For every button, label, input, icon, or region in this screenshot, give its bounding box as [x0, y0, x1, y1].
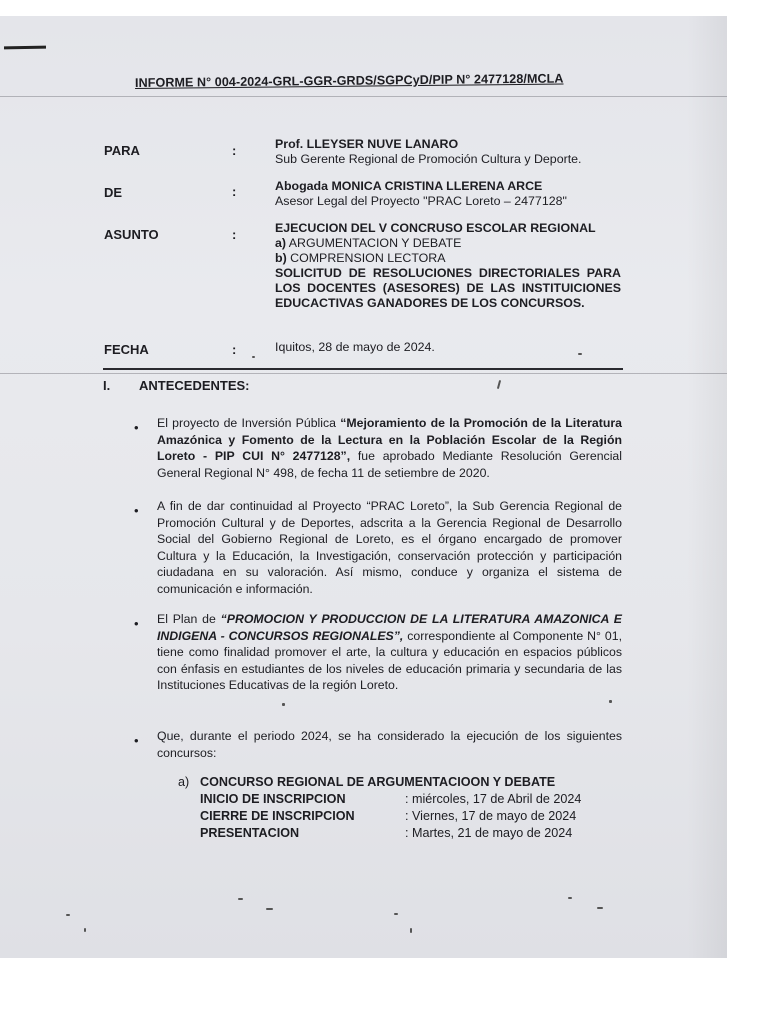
bullet-icon: • — [134, 733, 139, 748]
scan-speck — [238, 898, 243, 900]
asunto-item-b-text: COMPRENSION LECTORA — [286, 251, 446, 265]
fecha-colon: : — [232, 342, 237, 357]
paragraph-1-text: El proyecto de Inversión Pública — [157, 416, 341, 430]
schedule-value: : Viernes, 17 de mayo de 2024 — [405, 809, 577, 823]
recipient-name: Prof. LLEYSER NUVE LANARO — [275, 137, 459, 151]
asunto-label: ASUNTO — [104, 227, 159, 242]
asunto-line1: EJECUCION DEL V CONCRUSO ESCOLAR REGIONAL — [275, 221, 596, 235]
plan-name: “PROMOCION Y PRODUCCION DE LA LITERATURA AMAZONICA E INDIGENA - CONCURSOS REGIONALES”, — [157, 612, 622, 643]
para-label: PARA — [104, 143, 140, 158]
bullet-icon: • — [134, 503, 139, 518]
header-divider — [103, 368, 623, 370]
de-label: DE — [104, 185, 123, 200]
scan-speck — [266, 908, 273, 910]
recipient-position: Sub Gerente Regional de Promoción Cultura y Deporte. — [275, 152, 582, 166]
schedule-label: CIERRE DE INSCRIPCION — [200, 809, 355, 823]
fecha-label: FECHA — [104, 342, 149, 357]
scan-speck — [410, 928, 412, 933]
bullet-icon: • — [134, 420, 139, 435]
schedule-value: : Martes, 21 de mayo de 2024 — [405, 826, 573, 840]
asunto-item-a-text: ARGUMENTACION Y DEBATE — [286, 236, 462, 250]
sender-name: Abogada MONICA CRISTINA LLERENA ARCE — [275, 179, 543, 193]
page-fold-line — [0, 373, 727, 374]
paragraph-3-text-end: correspondiente al Componente N° 01, tiene como finalidad promover el arte, la cultura y educación en espacios públicos con énfasis en estudiantes de los niveles de educación primaria y secundaria de las Instituciones Educativas de la región Loreto. — [157, 628, 622, 692]
asunto-solicitud: SOLICITUD DE RESOLUCIONES DIRECTORIALES PARA LOS DOCENTES (ASESORES) DE LAS INSTITUICIONES EDUCACTIVAS GANADORES DE LOS CONCURSOS. — [275, 266, 621, 310]
report-title: INFORME N° 004-2024-GRL-GGR-GRDS/SGPCyD/PIP N° 2477128/MCLA — [134, 71, 564, 90]
asunto-value — [275, 221, 621, 311]
asunto-colon: : — [232, 227, 237, 242]
scan-speck — [568, 897, 572, 899]
paragraph-1-text-end: fue aprobado Mediante Resolución Gerencial General Regional N° 498, de fecha 11 de setiembre de 2020. — [157, 449, 622, 480]
asunto-item-a — [275, 236, 621, 251]
paragraph-3 — [157, 611, 622, 694]
scan-speck — [394, 913, 398, 915]
contest-marker: a) — [178, 775, 190, 789]
bullet-icon: • — [134, 616, 139, 631]
schedule-label: INICIO DE INSCRIPCION — [200, 792, 346, 806]
asunto-item-b — [275, 251, 621, 266]
asunto-item-b-marker: b) — [275, 251, 287, 265]
paragraph-1 — [157, 415, 622, 481]
scan-speck — [252, 356, 255, 358]
fecha-value: Iquitos, 28 de mayo de 2024. — [275, 340, 435, 354]
pen-mark — [4, 46, 46, 50]
sender-position: Asesor Legal del Proyecto "PRAC Loreto – 2477128" — [275, 194, 567, 208]
asunto-item-a-marker: a) — [275, 236, 287, 250]
para-value — [275, 137, 582, 167]
contest-item-a — [178, 775, 556, 789]
paragraph-3-text: El Plan de — [157, 612, 221, 626]
scan-speck — [84, 928, 86, 932]
scan-speck — [66, 914, 70, 916]
scan-speck — [578, 353, 582, 355]
schedule-label: PRESENTACION — [200, 826, 300, 840]
de-colon: : — [232, 184, 237, 199]
paragraph-2: A fin de dar continuidad al Proyecto “PRAC Loreto”, la Sub Gerencia Regional de Promoción Cultural y de Deportes, adscrita a la Gerencia Regional de Desarrollo Social del Gobierno Regional de Loreto, es el órgano encargado de promover Cultura y la Educación, la Investigación, conservación protección y participación ciudadana en su valoración. Así mismo, conduce y organiza el sistema de comunicación e información. — [157, 499, 622, 596]
project-name: “Mejoramiento de la Promoción de la Literatura Amazónica y Fomento de la Lectura en la Población Escolar de la Región Loreto - PIP CUI N° 2477128”, — [157, 416, 622, 463]
contest-title: CONCURSO REGIONAL DE ARGUMENTACIOON Y DEBATE — [200, 775, 556, 789]
section-title: ANTECEDENTES: — [139, 378, 250, 393]
schedule-value: : miércoles, 17 de Abril de 2024 — [405, 792, 582, 806]
section-number: I. — [103, 378, 111, 393]
scan-speck — [597, 907, 603, 909]
paragraph-4: Que, durante el periodo 2024, se ha considerado la ejecución de los siguientes concursos: — [157, 729, 622, 760]
scan-speck — [282, 703, 285, 706]
para-colon: : — [232, 143, 237, 158]
scan-speck — [609, 700, 612, 703]
page-fold-line — [0, 96, 727, 97]
de-value — [275, 179, 567, 209]
